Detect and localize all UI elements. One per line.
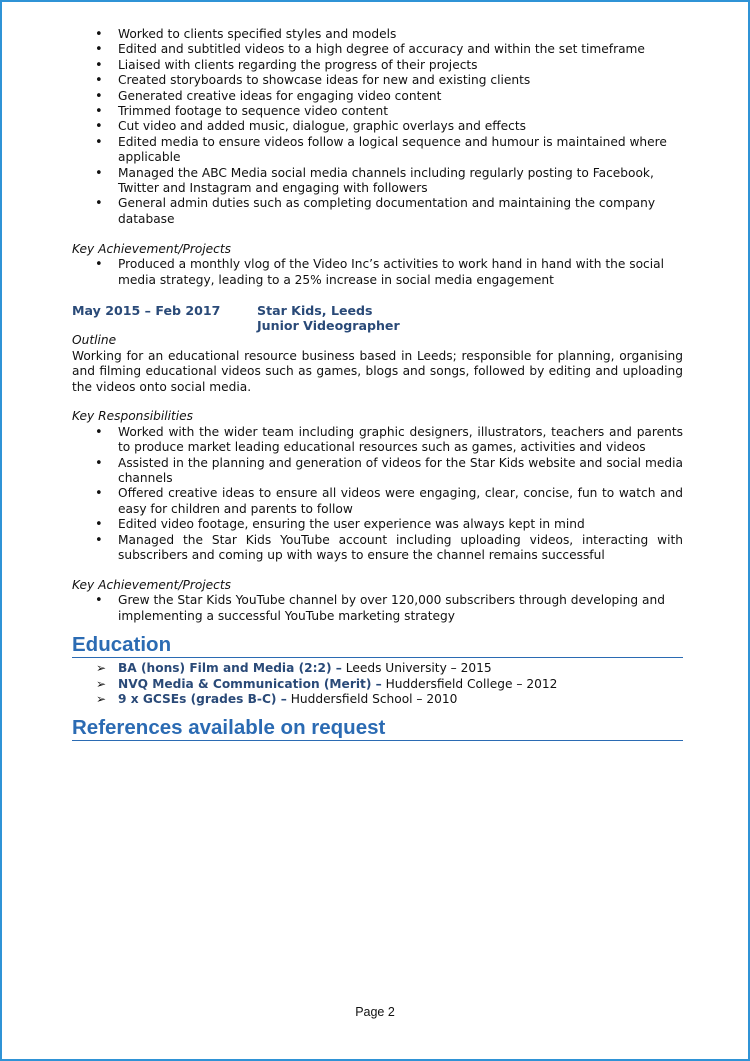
education-item	[72, 661, 683, 676]
job2-outline: Working for an educational resource business based in Leeds; responsible for planning, organising and filming educational videos such as games, blogs and songs, followed by editing and uploading the videos onto social media.	[72, 348, 683, 394]
job1-responsibilities-list	[72, 27, 683, 227]
education-item	[72, 677, 683, 692]
arrow-bullet-icon: ➢	[96, 661, 107, 676]
page-content	[72, 27, 683, 741]
job2-achievements-list	[72, 593, 683, 624]
education-detail: Huddersfield School – 2010	[286, 692, 458, 707]
page-number: Page 2	[355, 1005, 395, 1019]
education-qualification: BA (hons) Film and Media (2:2) –	[118, 661, 342, 676]
job1-achievements-heading: Key Achievement/Projects	[72, 241, 232, 256]
job2-outline-heading: Outline	[72, 333, 117, 348]
list-item: • Grew the Star Kids YouTube channel by over 120,000 subscribers through developing and implementing a successful YouTube marketing strategy	[72, 593, 683, 624]
list-item: • Liaised with clients regarding the progress of their projects	[72, 58, 683, 73]
education-detail: Leeds University – 2015	[341, 661, 492, 676]
job2-responsibilities-heading: Key Responsibilities	[72, 409, 194, 424]
list-item: • Edited and subtitled videos to a high degree of accuracy and within the set timeframe	[72, 42, 683, 57]
list-item: • Edited media to ensure videos follow a logical sequence and humour is maintained where applicable	[72, 135, 683, 166]
job2-responsibilities-list	[72, 425, 683, 564]
list-item: • Trimmed footage to sequence video content	[72, 104, 683, 119]
arrow-bullet-icon: ➢	[96, 692, 107, 707]
job2-achievements-heading: Key Achievement/Projects	[72, 578, 232, 592]
job2-employer: Star Kids, Leeds	[257, 302, 373, 318]
education-heading: Education	[72, 633, 683, 658]
job1-achievements-list	[72, 257, 683, 288]
list-item: • Worked with the wider team including graphic designers, illustrators, teachers and parents to produce market leading educational resources such as games, activities and videos	[72, 425, 683, 456]
list-item: • Cut video and added music, dialogue, graphic overlays and effects	[72, 119, 683, 134]
list-item: • Managed the Star Kids YouTube account including uploading videos, interacting with subscribers and coming up with ways to ensure the channel remains successful	[72, 533, 683, 564]
list-item: • Offered creative ideas to ensure all videos were engaging, clear, concise, fun to watch and easy for children and parents to follow	[72, 486, 683, 517]
education-qualification: NVQ Media & Communication (Merit) –	[118, 676, 382, 691]
list-item: • Created storyboards to showcase ideas for new and existing clients	[72, 73, 683, 88]
education-list	[72, 661, 683, 707]
education-item	[72, 692, 683, 707]
arrow-bullet-icon: ➢	[96, 676, 107, 691]
job2-header	[72, 303, 683, 334]
list-item: • General admin duties such as completing documentation and maintaining the company database	[72, 196, 683, 227]
list-item: • Produced a monthly vlog of the Video Inc’s activities to work hand in hand with the social media strategy, leading to a 25% increase in social media engagement	[72, 257, 683, 288]
list-item: • Edited video footage, ensuring the user experience was always kept in mind	[72, 517, 683, 532]
list-item: • Generated creative ideas for engaging video content	[72, 89, 683, 104]
education-qualification: 9 x GCSEs (grades B-C) –	[118, 692, 287, 707]
job2-title: Junior Videographer	[257, 317, 400, 333]
list-item: • Worked to clients specified styles and models	[72, 27, 683, 42]
list-item: • Assisted in the planning and generation of videos for the Star Kids website and social media channels	[72, 456, 683, 487]
references-heading: References available on request	[72, 716, 683, 741]
job2-dates: May 2015 – Feb 2017	[72, 302, 221, 318]
list-item: • Managed the ABC Media social media channels including regularly posting to Facebook, Twitter and Instagram and engaging with followers	[72, 166, 683, 197]
education-detail: Huddersfield College – 2012	[381, 676, 558, 691]
